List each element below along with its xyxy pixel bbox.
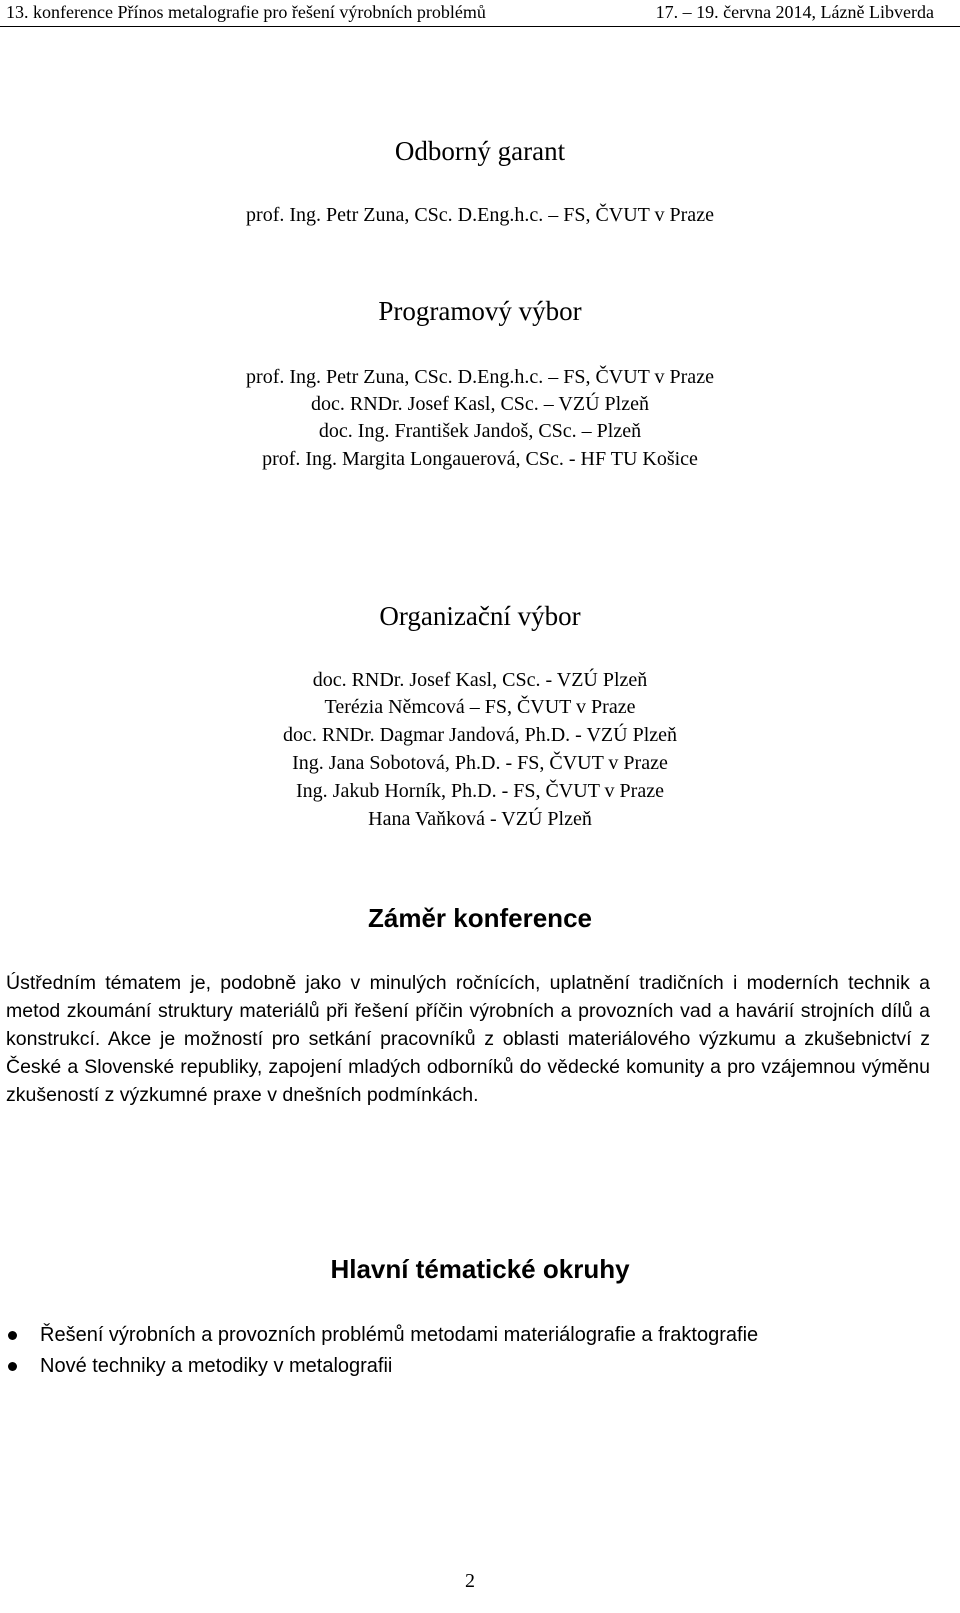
organizing-committee-member: doc. RNDr. Josef Kasl, CSc. - VZÚ Plzeň xyxy=(312,669,648,691)
topics-list xyxy=(6,1320,758,1382)
header-conference-title: 13. konference Přínos metalografie pro řešení výrobních problémů xyxy=(6,2,486,22)
program-committee-member: prof. Ing. Petr Zuna, CSc. D.Eng.h.c. – FS, ČVUT v Praze xyxy=(246,366,714,388)
list-item xyxy=(6,1351,758,1382)
organizing-committee-member: Terézia Němcová – FS, ČVUT v Praze xyxy=(324,696,636,718)
topics-heading: Hlavní tématické okruhy xyxy=(330,1254,630,1284)
page-number: 2 xyxy=(465,1570,475,1592)
guarantor-person: prof. Ing. Petr Zuna, CSc. D.Eng.h.c. – FS, ČVUT v Praze xyxy=(246,204,714,226)
program-committee-member: prof. Ing. Margita Longauerová, CSc. - HF TU Košice xyxy=(262,448,698,470)
program-committee-member: doc. Ing. František Jandoš, CSc. – Plzeň xyxy=(318,420,642,442)
program-committee-heading: Programový výbor xyxy=(378,296,582,326)
guarantor-heading: Odborný garant xyxy=(394,136,566,166)
organizing-committee-member: doc. RNDr. Dagmar Jandová, Ph.D. - VZÚ Plzeň xyxy=(282,724,677,746)
bullet-icon xyxy=(8,1362,17,1371)
organizing-committee-member: Ing. Jakub Horník, Ph.D. - FS, ČVUT v Praze xyxy=(296,780,664,802)
bullet-icon xyxy=(8,1331,17,1340)
program-committee-member: doc. RNDr. Josef Kasl, CSc. – VZÚ Plzeň xyxy=(311,393,649,415)
topic-text: Řešení výrobních a provozních problémů metodami materiálografie a fraktografie xyxy=(40,1324,759,1346)
topic-text: Nové techniky a metodiky v metalografii xyxy=(40,1355,393,1377)
header-divider xyxy=(0,26,960,27)
aim-paragraph: Ústředním tématem je, podobně jako v minulých ročnících, uplatnění tradičních i moderních technik a metod zkoumání struktury materiálů při řešení příčin výrobních a provozních vad a havárií strojních dílů a konstrukcí. Akce je možností pro setkání pracovníků z oblasti materiálového výzkumu a zkušebnictví z České a Slovenské republiky, zapojení mladých odborníků do vědecké komunity a pro vzájemnou výměnu zkušeností z výzkumné praxe v dnešních podmínkách. xyxy=(6,972,930,1106)
list-item xyxy=(6,1320,758,1351)
header-conference-date: 17. – 19. června 2014, Lázně Libverda xyxy=(655,2,934,22)
organizing-committee-heading: Organizační výbor xyxy=(379,601,581,631)
organizing-committee-member: Ing. Jana Sobotová, Ph.D. - FS, ČVUT v Praze xyxy=(292,752,668,774)
organizing-committee-member: Hana Vaňková - VZÚ Plzeň xyxy=(368,808,592,830)
aim-heading: Záměr konference xyxy=(368,903,592,933)
